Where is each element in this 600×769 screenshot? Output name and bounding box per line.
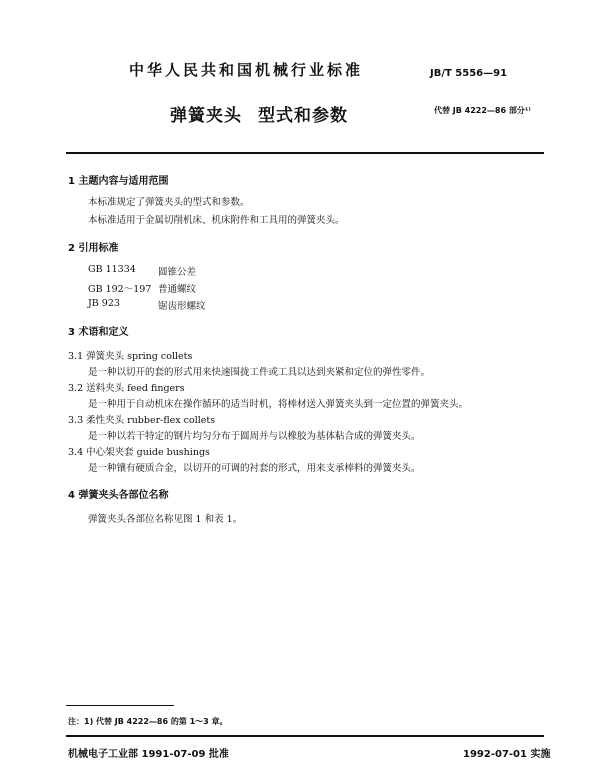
- replaces-note: 代替 JB 4222—86 部分¹⁾: [434, 106, 531, 115]
- section-3-heading: 3 术语和定义: [68, 327, 129, 338]
- footnote: 注：1) 代替 JB 4222—86 的第 1～3 章。: [68, 717, 228, 726]
- title-part-2: 型式和参数: [258, 106, 348, 126]
- header-rule: [66, 152, 544, 154]
- standard-category: 中华人民共和国机械行业标准: [129, 61, 364, 79]
- standard-code: JB/T 5556—91: [430, 68, 508, 79]
- section-1-paragraph-2: 本标准适用于金属切削机床、机床附件和工具用的弹簧夹头。: [88, 215, 345, 226]
- ref-name: 普通螺纹: [158, 284, 197, 295]
- ref-code: JB 923: [88, 298, 120, 309]
- ref-code: GB 11334: [88, 264, 136, 275]
- section-1-paragraph-1: 本标准规定了弹簧夹头的型式和参数。: [88, 197, 250, 208]
- ref-code: GB 192～197: [88, 284, 152, 295]
- ref-name: 圆锥公差: [158, 267, 197, 278]
- title-part-1: 弹簧夹头: [170, 106, 242, 126]
- term-3-3-definition: 是一种以若干特定的钢片均匀分布于圆周并与以橡胶为基体粘合成的弹簧夹头。: [88, 431, 421, 442]
- footnote-rule: [66, 705, 174, 706]
- effective-date: 1992-07-01 实施: [463, 749, 551, 760]
- ref-name: 锯齿形螺纹: [158, 301, 206, 312]
- document-title: [170, 101, 348, 126]
- term-3-2: 3.2 送料夹头 feed fingers: [68, 383, 185, 394]
- section-1-heading: 1 主题内容与适用范围: [68, 176, 169, 187]
- term-3-4: 3.4 中心架夹套 guide bushings: [68, 447, 210, 458]
- approval-date: 机械电子工业部 1991-07-09 批准: [68, 749, 229, 760]
- section-4-heading: 4 弹簧夹头各部位名称: [68, 490, 169, 501]
- term-3-1-definition: 是一种以切开的套的形式用来快速围拢工件或工具以达到夹紧和定位的弹性零件。: [88, 367, 431, 378]
- term-3-1: 3.1 弹簧夹头 spring collets: [68, 351, 193, 362]
- footer-rule: [66, 735, 544, 737]
- term-3-2-definition: 是一种用于自动机床在操作循环的适当时机，将棒材送入弹簧夹头到一定位置的弹簧夹头。: [88, 399, 469, 410]
- term-3-4-definition: 是一种镶有硬质合金，以切开的可调的衬套的形式，用来支承棒料的弹簧夹头。: [88, 463, 421, 474]
- section-4-paragraph: 弹簧夹头各部位名称见图 1 和表 1。: [88, 514, 243, 525]
- section-2-heading: 2 引用标准: [68, 243, 119, 254]
- term-3-3: 3.3 柔性夹头 rubber-flex collets: [68, 415, 216, 426]
